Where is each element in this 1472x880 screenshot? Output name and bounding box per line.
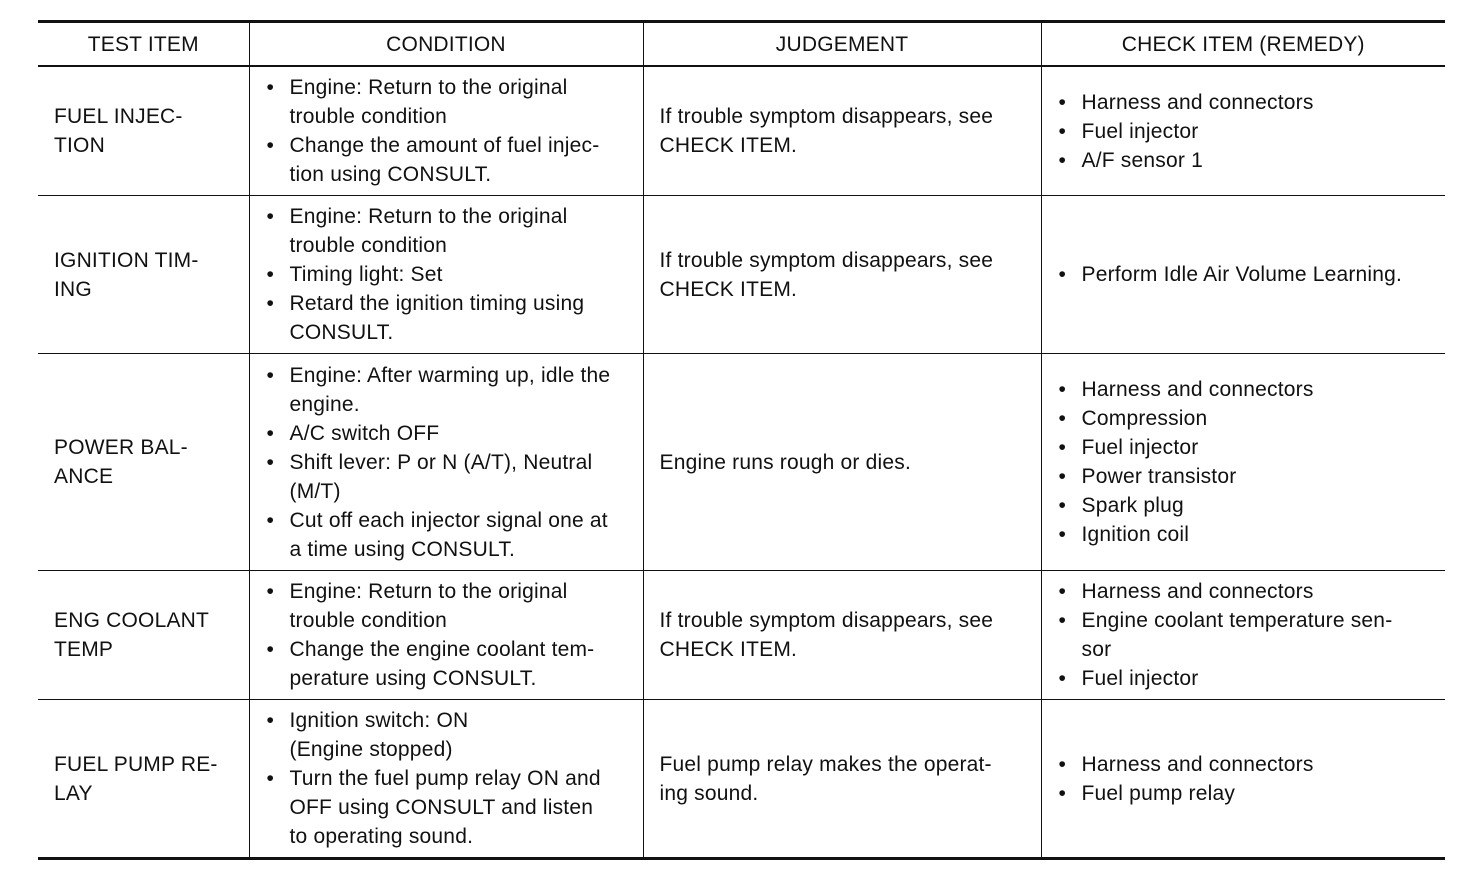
judgement-cell: If trouble symptom disappears, see CHECK ITEM. xyxy=(643,66,1041,196)
check-item-cell xyxy=(1041,571,1445,700)
test-item-cell: POWER BAL- ANCE xyxy=(54,436,188,488)
condition-item: • Cut off each injector signal one at a time using CONSULT. xyxy=(266,506,633,564)
header-check-item: CHECK ITEM (REMEDY) xyxy=(1041,22,1445,67)
check-item: • Harness and connectors xyxy=(1058,577,1436,606)
condition-item: • Engine: Return to the original trouble condition xyxy=(266,202,633,260)
check-item: • Fuel pump relay xyxy=(1058,779,1436,808)
check-item: • Ignition coil xyxy=(1058,520,1436,549)
condition-item: • Engine: Return to the original trouble condition xyxy=(266,73,633,131)
check-item: • Perform Idle Air Volume Learning. xyxy=(1058,260,1436,289)
condition-item: • Change the amount of fuel injec- tion using CONSULT. xyxy=(266,131,633,189)
condition-cell xyxy=(249,571,643,700)
check-item: • Harness and connectors xyxy=(1058,375,1436,404)
table-row xyxy=(38,354,1445,571)
check-item: • A/F sensor 1 xyxy=(1058,146,1436,175)
condition-list xyxy=(266,202,633,347)
table-row xyxy=(38,196,1445,354)
test-item-cell: FUEL INJEC- TION xyxy=(54,105,183,157)
table-row xyxy=(38,700,1445,859)
active-test-table-page xyxy=(38,20,1445,860)
check-item-cell xyxy=(1041,66,1445,196)
check-item-list xyxy=(1058,577,1436,693)
check-item-cell xyxy=(1041,354,1445,571)
check-item: • Engine coolant temperature sen- sor xyxy=(1058,606,1436,664)
header-row xyxy=(38,22,1445,67)
check-item: • Fuel injector xyxy=(1058,117,1436,146)
condition-list xyxy=(266,361,633,564)
header-condition: CONDITION xyxy=(249,22,643,67)
table-row xyxy=(38,571,1445,700)
check-item: • Fuel injector xyxy=(1058,664,1436,693)
header-test-item: TEST ITEM xyxy=(87,32,199,56)
check-item-cell xyxy=(1041,196,1445,354)
check-item: • Power transistor xyxy=(1058,462,1436,491)
table-row xyxy=(38,66,1445,196)
condition-item: • Retard the ignition timing using CONSULT. xyxy=(266,289,633,347)
check-item-cell xyxy=(1041,700,1445,859)
judgement-cell: If trouble symptom disappears, see CHECK ITEM. xyxy=(643,196,1041,354)
condition-list xyxy=(266,706,633,851)
test-item-cell: IGNITION TIM- ING xyxy=(54,248,199,301)
condition-item: • A/C switch OFF xyxy=(266,419,633,448)
judgement-cell: Engine runs rough or dies. xyxy=(643,354,1041,571)
header-judgement: JUDGEMENT xyxy=(643,22,1041,67)
condition-item: • Shift lever: P or N (A/T), Neutral (M/T) xyxy=(266,448,633,506)
active-test-table xyxy=(38,20,1445,860)
condition-list xyxy=(266,73,633,189)
check-item: • Harness and connectors xyxy=(1058,88,1436,117)
check-item: • Harness and connectors xyxy=(1058,750,1436,779)
condition-cell xyxy=(249,196,643,354)
test-item-cell: FUEL PUMP RE- LAY xyxy=(54,752,218,805)
judgement-cell: Fuel pump relay makes the operat- ing sound. xyxy=(643,700,1041,859)
condition-item: • Ignition switch: ON (Engine stopped) xyxy=(266,706,633,764)
condition-cell xyxy=(249,354,643,571)
condition-item: • Timing light: Set xyxy=(266,260,633,289)
check-item: • Compression xyxy=(1058,404,1436,433)
test-item-cell: ENG COOLANT TEMP xyxy=(54,609,210,661)
condition-item: • Change the engine coolant tem- perature using CONSULT. xyxy=(266,635,633,693)
condition-item: • Turn the fuel pump relay ON and OFF using CONSULT and listen to operating sound. xyxy=(266,764,633,851)
table-body xyxy=(38,66,1445,859)
check-item-list xyxy=(1058,375,1436,549)
condition-cell xyxy=(249,700,643,859)
condition-item: • Engine: After warming up, idle the engine. xyxy=(266,361,633,419)
table-header xyxy=(38,22,1445,67)
check-item: • Spark plug xyxy=(1058,491,1436,520)
check-item-list xyxy=(1058,260,1436,289)
judgement-cell: If trouble symptom disappears, see CHECK ITEM. xyxy=(643,571,1041,700)
condition-cell xyxy=(249,66,643,196)
condition-list xyxy=(266,577,633,693)
check-item: • Fuel injector xyxy=(1058,433,1436,462)
check-item-list xyxy=(1058,750,1436,808)
condition-item: • Engine: Return to the original trouble condition xyxy=(266,577,633,635)
check-item-list xyxy=(1058,88,1436,175)
